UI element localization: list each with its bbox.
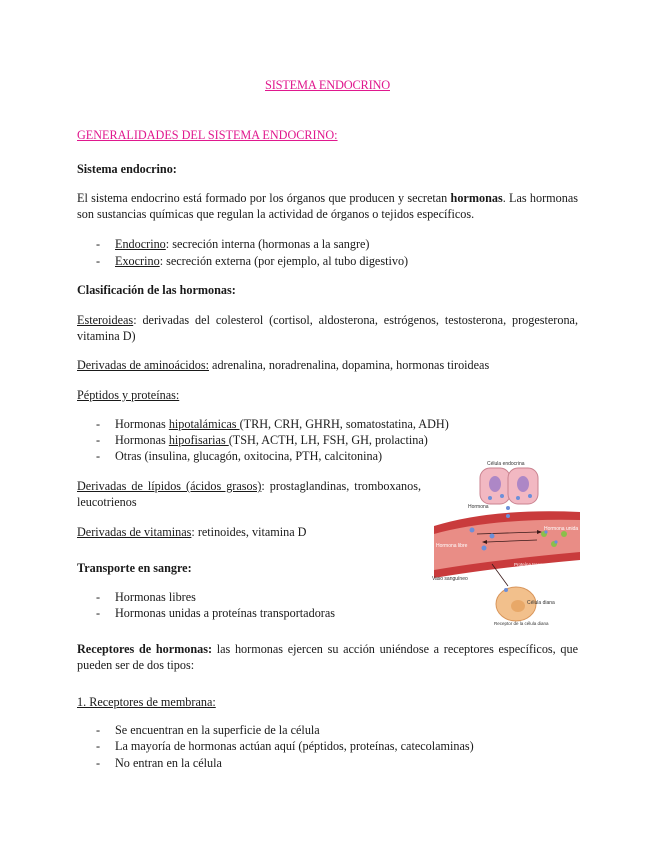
list-item: No entran en la célula [115, 756, 222, 770]
transporte-heading: Transporte en sangre: [77, 561, 192, 575]
list-item-term: Exocrino [115, 254, 160, 268]
esteroideas-paragraph [77, 312, 578, 344]
aminoacidos-text: adrenalina, noradrenalina, dopamina, hormonas tiroideas [209, 358, 490, 372]
list-item [115, 416, 449, 432]
aminoacidos-paragraph [77, 357, 489, 373]
lipidos-text: : prostaglandinas, tromboxanos, leucotrienos [77, 479, 421, 509]
lipidos-paragraph [77, 478, 421, 510]
sistema-paragraph-end: . Las hormonas son sustancias químicas que regulan la actividad de órganos o tejidos específicos. [77, 191, 578, 221]
esteroideas-term: Esteroideas [77, 313, 134, 327]
section-heading: GENERALIDADES DEL SISTEMA ENDOCRINO: [77, 128, 338, 142]
bullet-dash: - [96, 237, 101, 251]
list-item-term: hipotalámicas [168, 417, 240, 431]
blood-vessel-graphic [434, 506, 580, 578]
receptores-paragraph [77, 641, 578, 673]
carrier-protein-label: Proteína transportadora [514, 562, 562, 567]
receptores-text: las hormonas ejercen su acción uniéndose a receptores específicos, que pueden ser de dos tipos: [77, 642, 578, 672]
target-cell-graphic [492, 564, 536, 621]
list-item-term: hipofisarias [168, 433, 229, 447]
bound-hormone-label: Hormona unida [544, 526, 579, 532]
bullet-dash: - [96, 739, 101, 753]
bullet-dash: - [96, 449, 101, 463]
list-item-text: (TRH, CRH, GHRH, somatostatina, ADH) [239, 417, 449, 431]
target-receptor-label: Receptor de la célula diana [494, 621, 549, 626]
free-hormone-label: Hormona libre [436, 543, 468, 549]
hormone-label: Hormona [468, 504, 489, 510]
sistema-paragraph-start: El sistema endocrino está formado por los órganos que producen y secretan [77, 191, 451, 205]
peptidos-heading: Péptidos y proteínas: [77, 388, 180, 402]
list-item: Hormonas libres [115, 590, 196, 604]
target-cell-label: Célula diana [527, 600, 555, 606]
list-item-prefix: Hormonas [115, 433, 169, 447]
hormone-transport-diagram [432, 456, 582, 628]
bullet-dash: - [96, 590, 101, 604]
bullet-dash: - [96, 756, 101, 770]
list-item-prefix: Hormonas [115, 417, 169, 431]
endocrine-cell-graphic [480, 468, 538, 504]
bullet-dash: - [96, 433, 101, 447]
membrana-heading: 1. Receptores de membrana: [77, 695, 216, 709]
list-item-text: Otras (insulina, glucagón, oxitocina, PTH, calcitonina) [115, 449, 383, 463]
receptores-heading: Receptores de hormonas: [77, 642, 213, 656]
list-item-term: Endocrino [115, 237, 166, 251]
list-item-text: (TSH, ACTH, LH, FSH, GH, prolactina) [228, 433, 428, 447]
bullet-dash: - [96, 417, 101, 431]
page-title: SISTEMA ENDOCRINO [265, 78, 390, 92]
list-item: La mayoría de hormonas actúan aquí (péptidos, proteínas, catecolaminas) [115, 739, 474, 753]
esteroideas-text: : derivadas del colesterol (cortisol, aldosterona, estrógenos, testosterona, progesterona, vitamina D) [77, 313, 578, 343]
list-item: Hormonas unidas a proteínas transportadoras [115, 606, 335, 620]
bullet-dash: - [96, 723, 101, 737]
vitaminas-paragraph [77, 524, 306, 540]
blood-vessel-label: Vaso sanguíneo [432, 576, 468, 582]
list-item [115, 432, 428, 448]
sistema-heading: Sistema endocrino: [77, 162, 177, 176]
vitaminas-text: : retinoides, vitamina D [191, 525, 307, 539]
bullet-dash: - [96, 606, 101, 620]
list-item [115, 253, 408, 269]
list-item [115, 236, 370, 252]
endocrine-cell-label: Célula endocrina [487, 461, 525, 467]
list-item-text: : secreción interna (hormonas a la sangre) [165, 237, 370, 251]
hormonas-bold: hormonas [450, 191, 503, 205]
clasificacion-heading: Clasificación de las hormonas: [77, 283, 236, 297]
list-item [115, 448, 382, 464]
list-item-text: : secreción externa (por ejemplo, al tubo digestivo) [159, 254, 409, 268]
bullet-dash: - [96, 254, 101, 268]
lipidos-term: Derivadas de lípidos (ácidos grasos) [77, 479, 262, 493]
sistema-paragraph [77, 190, 578, 222]
vitaminas-term: Derivadas de vitaminas [77, 525, 192, 539]
list-item: Se encuentran en la superficie de la célula [115, 723, 320, 737]
aminoacidos-term: Derivadas de aminoácidos: [77, 358, 209, 372]
